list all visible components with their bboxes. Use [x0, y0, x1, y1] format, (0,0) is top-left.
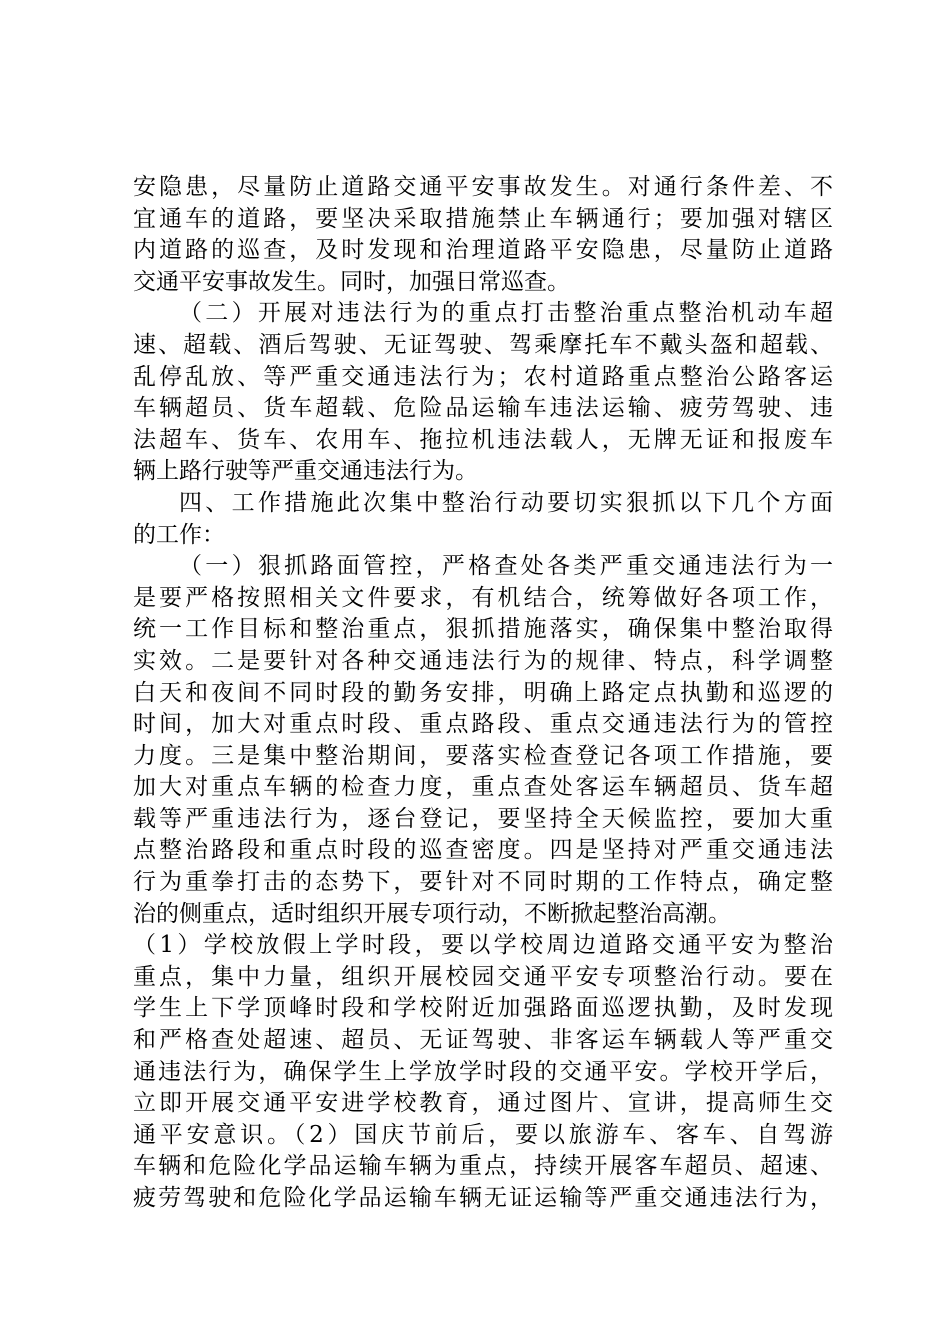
- text-line: 四、工作措施此次集中整治行动要切实狠抓以下几个方面: [179, 489, 833, 516]
- text-line: 统一工作目标和整治重点，狠抓措施落实，确保集中整治取得: [133, 616, 833, 643]
- text-line: 交通平安事故发生。同时，加强日常巡查。: [133, 268, 570, 295]
- text-line: 疲劳驾驶和危险化学品运输车辆无证运输等严重交通违法行为，: [133, 1185, 833, 1211]
- text-line: 通违法行为，确保学生上学放学时段的交通平安。学校开学后，: [133, 1058, 833, 1085]
- text-line: 内道路的巡查，及时发现和治理道路平安隐患，尽量防止道路: [133, 237, 833, 264]
- text-line: 速、超载、酒后驾驶、无证驾驶、驾乘摩托车不戴头盔和超载、: [133, 331, 833, 358]
- text-line: 宜通车的道路，要坚决采取措施禁止车辆通行；要加强对辖区: [133, 205, 833, 232]
- body-text: [133, 172, 833, 1215]
- text-line: 车辆和危险化学品运输车辆为重点，持续开展客车超员、超速、: [133, 1153, 833, 1180]
- text-line: 力度。三是集中整治期间，要落实检查登记各项工作措施，要: [133, 742, 833, 769]
- text-line: （一）狠抓路面管控，严格查处各类严重交通违法行为一: [179, 553, 833, 580]
- text-line: 学生上下学顶峰时段和学校附近加强路面巡逻执勤，及时发现: [133, 995, 833, 1022]
- text-line: 的工作：: [133, 521, 225, 548]
- text-line: 安隐患，尽量防止道路交通平安事故发生。对通行条件差、不: [133, 174, 833, 200]
- text-line: （二）开展对违法行为的重点打击整治重点整治机动车超: [179, 300, 833, 327]
- text-line: 时间，加大对重点时段、重点路段、重点交通违法行为的管控: [133, 711, 833, 738]
- text-line: 点整治路段和重点时段的巡查密度。四是坚持对严重交通违法: [133, 837, 833, 864]
- text-line: 行为重拳打击的态势下，要针对不同时期的工作特点，确定整: [133, 869, 833, 896]
- text-line: 通平安意识。（2）国庆节前后，要以旅游车、客车、自驾游: [133, 1121, 833, 1148]
- text-line: 辆上路行驶等严重交通违法行为。: [133, 458, 478, 485]
- text-line: 白天和夜间不同时段的勤务安排，明确上路定点执勤和巡逻的: [133, 679, 833, 706]
- text-line: 载等严重违法行为，逐台登记，要坚持全天候监控，要加大重: [133, 805, 833, 832]
- text-line: 加大对重点车辆的检查力度，重点查处客运车辆超员、货车超: [133, 774, 833, 801]
- text-line: 是要严格按照相关文件要求，有机结合，统筹做好各项工作，: [133, 584, 833, 611]
- text-line: 乱停乱放、等严重交通违法行为；农村道路重点整治公路客运: [133, 363, 833, 390]
- text-line: 重点，集中力量，组织开展校园交通平安专项整治行动。要在: [133, 963, 833, 990]
- text-line: 车辆超员、货车超载、危险品运输车违法运输、疲劳驾驶、违: [133, 395, 833, 422]
- text-line: （1）学校放假上学时段，要以学校周边道路交通平安为整治: [133, 932, 833, 959]
- text-line: 和严格查处超速、超员、无证驾驶、非客运车辆载人等严重交: [133, 1027, 833, 1054]
- text-line: 治的侧重点，适时组织开展专项行动，不断掀起整治高潮。: [133, 900, 731, 927]
- text-line: 实效。二是要针对各种交通违法行为的规律、特点，科学调整: [133, 647, 833, 674]
- text-line: 法超车、货车、农用车、拖拉机违法载人，无牌无证和报废车: [133, 426, 833, 453]
- text-line: 立即开展交通平安进学校教育，通过图片、宣讲，提高师生交: [133, 1090, 833, 1117]
